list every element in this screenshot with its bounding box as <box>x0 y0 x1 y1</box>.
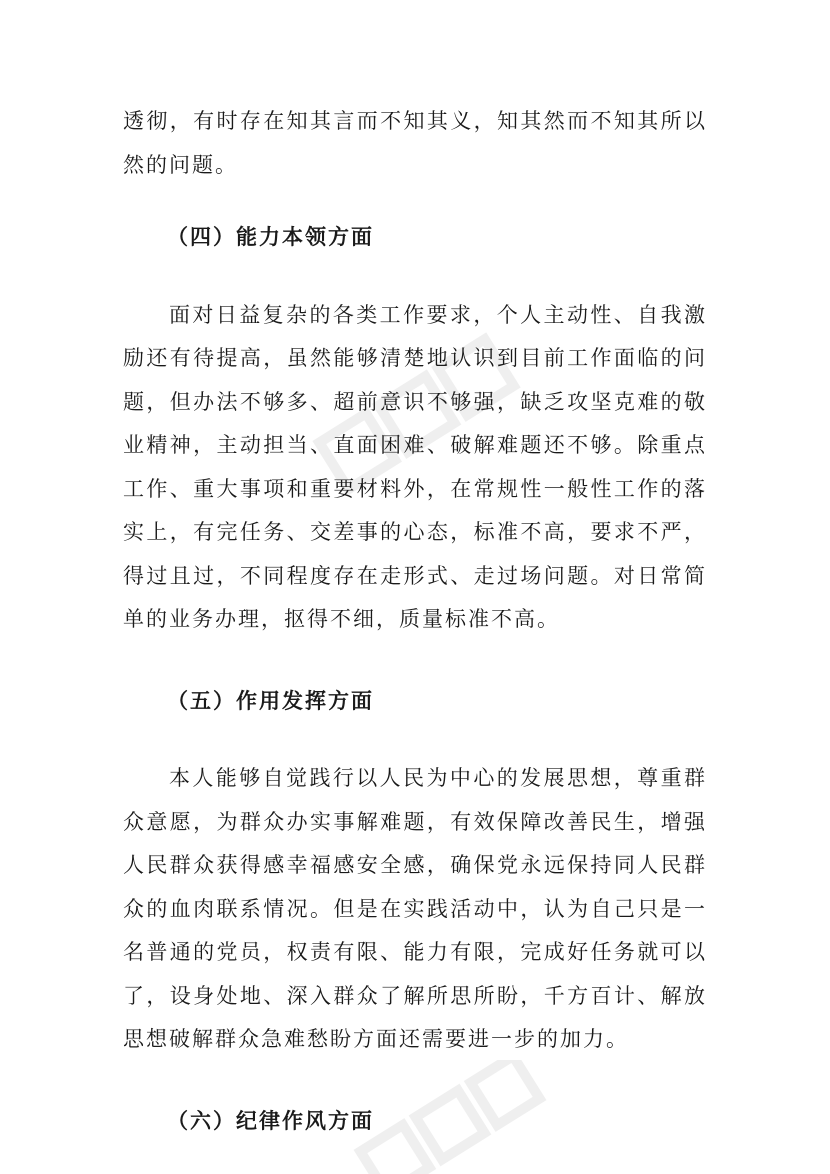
section-4-body: 面对日益复杂的各类工作要求，个人主动性、自我激励还有待提高，虽然能够清楚地认识到目前工作面临的问题，但办法不够多、超前意识不够强，缺乏攻坚克难的敬业精神，主动担当、直面困难、破解难题还不够。除重点工作、重大事项和重要材料外，在常规性一般性工作的落实上，有完任务、交差事的心态，标准不高，要求不严，得过且过，不同程度存在走形式、走过场问题。对日常简单的业务办理，抠得不细，质量标准不高。 <box>123 302 707 631</box>
section-6-heading: （六）纪律作风方面 <box>167 1108 374 1133</box>
intro-paragraph: 透彻，有时存在知其言而不知其义，知其然而不知其所以然的问题。 <box>123 109 707 177</box>
section-5-heading: （五）作用发挥方面 <box>167 688 374 713</box>
document-body <box>123 100 707 1143</box>
section-4-heading: （四）能力本领方面 <box>167 225 374 249</box>
section-5-body: 本人能够自觉践行以人民为中心的发展思想，尊重群众意愿，为群众办实事解难题，有效保障改善民生，增强人民群众获得感幸福感安全感，确保党永远保持同人民群众的血肉联系情况。但是在实践活动中，认为自己只是一名普通的党员，权责有限、能力有限，完成好任务就可以了，设身处地、深入群众了解所思所盼，千方百计、解放思想破解群众急难愁盼方面还需要进一步的加力。 <box>123 766 707 1051</box>
